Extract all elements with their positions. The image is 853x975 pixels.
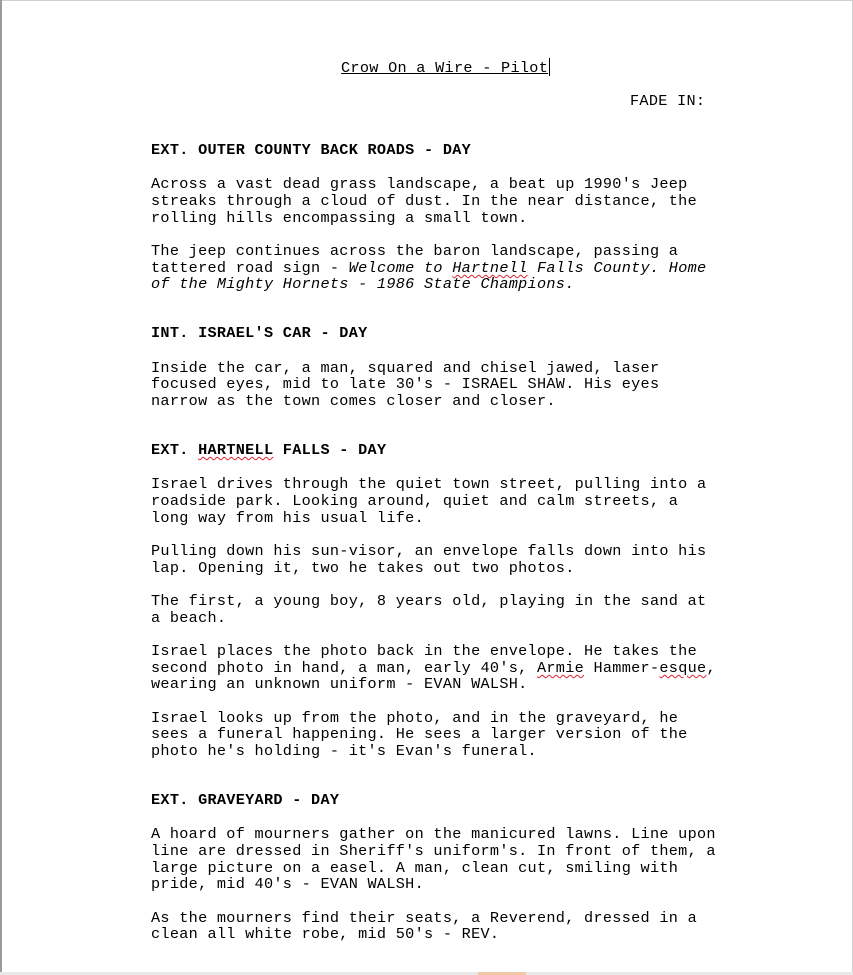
action-line[interactable]: streaks through a cloud of dust. In the near distance, the: [151, 192, 698, 210]
action-line[interactable]: focused eyes, mid to late 30's - ISRAEL SHAW. His eyes: [151, 375, 660, 393]
action-text: tattered road sign -: [151, 259, 349, 277]
action-line[interactable]: pride, mid 40's - EVAN WALSH.: [151, 875, 425, 893]
heading-text: FALLS - DAY: [273, 441, 387, 459]
action-line[interactable]: Pulling down his sun-visor, an envelope falls down into his: [151, 542, 707, 560]
action-line[interactable]: rolling hills encompassing a small town.: [151, 209, 528, 227]
action-line[interactable]: narrow as the town comes closer and closer.: [151, 392, 556, 410]
action-line[interactable]: Inside the car, a man, squared and chisel jawed, laser: [151, 359, 660, 377]
action-line[interactable]: clean all white robe, mid 50's - REV.: [151, 925, 500, 943]
action-line[interactable]: large picture on a easel. A man, clean cut, smiling with: [151, 859, 679, 877]
misspelled-word: esque: [659, 659, 707, 677]
misspelled-word: HARTNELL: [198, 441, 274, 459]
page-left-edge: [0, 0, 2, 975]
scene-heading[interactable]: EXT. OUTER COUNTY BACK ROADS - DAY: [151, 141, 472, 159]
text-cursor: [549, 58, 550, 76]
action-line[interactable]: Israel places the photo back in the envelope. He takes the: [151, 642, 698, 660]
action-line[interactable]: Across a vast dead grass landscape, a beat up 1990's Jeep: [151, 175, 688, 193]
action-line[interactable]: A hoard of mourners gather on the manicured lawns. Line upon: [151, 825, 716, 843]
action-line[interactable]: wearing an unknown uniform - EVAN WALSH.: [151, 675, 528, 693]
action-line[interactable]: The first, a young boy, 8 years old, playing in the sand at: [151, 592, 707, 610]
action-line[interactable]: Israel drives through the quiet town street, pulling into a: [151, 475, 707, 493]
sign-text: Welcome to: [348, 259, 453, 277]
action-line[interactable]: a beach.: [151, 609, 227, 627]
action-line[interactable]: roadside park. Looking around, quiet and calm streets, a: [151, 492, 679, 510]
action-line[interactable]: The jeep continues across the baron landscape, passing a: [151, 242, 679, 260]
action-text: ,: [706, 659, 716, 677]
action-line[interactable]: Israel looks up from the photo, and in the graveyard, he: [151, 709, 679, 727]
action-text: second photo in hand, a man, early 40's,: [151, 659, 537, 677]
script-title[interactable]: [341, 58, 550, 77]
action-line[interactable]: sees a funeral happening. He sees a larger version of the: [151, 725, 688, 743]
action-line[interactable]: photo he's holding - it's Evan's funeral.: [151, 742, 537, 760]
action-line[interactable]: line are dressed in Sheriff's uniform's. In front of them, a: [151, 842, 716, 860]
title-text: Crow On a Wire - Pilot: [341, 59, 549, 77]
heading-text: EXT.: [151, 441, 199, 459]
misspelled-word: Armie: [536, 659, 585, 677]
action-line[interactable]: lap. Opening it, two he takes out two photos.: [151, 559, 575, 577]
action-line[interactable]: of the Mighty Hornets - 1986 State Champions.: [151, 275, 575, 293]
scene-heading[interactable]: INT. ISRAEL'S CAR - DAY: [151, 324, 368, 342]
action-line[interactable]: long way from his usual life.: [151, 509, 425, 527]
action-line[interactable]: As the mourners find their seats, a Reverend, dressed in a: [151, 909, 698, 927]
misspelled-word: Hartnell: [452, 259, 528, 277]
scene-heading[interactable]: EXT. GRAVEYARD - DAY: [151, 791, 340, 809]
transition-fade-in[interactable]: FADE IN:: [630, 92, 706, 110]
sign-text: Falls County. Home: [527, 259, 707, 277]
scene-heading[interactable]: [151, 442, 386, 459]
action-text: Hammer-: [584, 659, 660, 677]
